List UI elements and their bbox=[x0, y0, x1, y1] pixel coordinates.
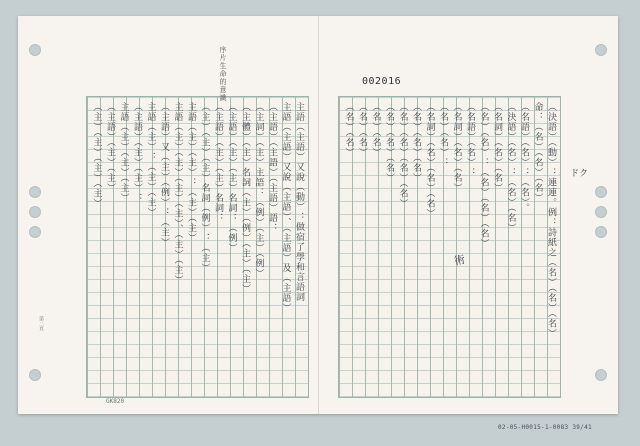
text-column: （名詞）（名）（名） bbox=[451, 102, 462, 193]
document-number: 002016 bbox=[362, 76, 402, 87]
binder-hole bbox=[29, 186, 41, 198]
page-fold bbox=[318, 16, 319, 414]
text-column: 主語（主語）又說（動）：做宿了學和言語詞 bbox=[294, 102, 304, 302]
text-column: （名詞）（名）（名） bbox=[492, 102, 502, 193]
binder-hole bbox=[29, 206, 41, 218]
text-column: 主語（主）：（主）（主） bbox=[145, 102, 156, 218]
text-column: 主語（主）（主）（主） bbox=[118, 102, 129, 203]
text-column: 主語（主）（主）：（主）（主） bbox=[186, 102, 196, 243]
binder-hole bbox=[595, 44, 607, 56]
text-column: （主體）（主）名詞（主）（例）（主）（主） bbox=[240, 102, 250, 294]
text-column: （名）（名） bbox=[370, 102, 381, 158]
text-column: （主語）（主）（主）名詞： bbox=[213, 102, 223, 223]
text-column: 主語（主）（主）（主）（主）、（主）（主） bbox=[172, 102, 183, 285]
handwritten-scribble: 術 bbox=[452, 252, 467, 268]
text-column: 命：（名）（名）（名） bbox=[532, 102, 543, 203]
text-column: （決語）（動）：連連。例：詩紙之（名）（名）（名） bbox=[546, 102, 556, 339]
text-column: （名詞）（名）（名）（名） bbox=[424, 102, 435, 219]
text-column: （主）（主）（主）名詞（例）：（主） bbox=[199, 102, 210, 273]
text-column: （名）（名）（名） bbox=[384, 102, 394, 183]
text-column: （名語）（名）：（名）。 bbox=[519, 102, 529, 213]
binder-hole bbox=[29, 44, 41, 56]
page-number: 第二頁 bbox=[38, 316, 44, 331]
text-column: （主）（主）（主）（主） bbox=[91, 102, 102, 209]
page-tag: GK820 bbox=[106, 398, 125, 405]
text-column: （主詞）（主）主語：（例）（主）（例） bbox=[253, 102, 264, 279]
text-column: （決語）（名）：（名）（名） bbox=[505, 102, 516, 233]
text-column: （主語）（主）（主）名詞：（例） bbox=[226, 102, 237, 253]
text-column: （名）（名） bbox=[357, 102, 367, 158]
text-column: （主語）（主語）（主語）語： bbox=[267, 102, 277, 233]
text-column: （名）（名）（名）（名） bbox=[397, 102, 408, 209]
text-column: 主語（主語）又說（主語）、（主語）及（主語） bbox=[280, 102, 291, 313]
text-column: （主語）（主）（主） bbox=[105, 102, 115, 193]
archive-label: 02-05-H0015-1-0083 39/41 bbox=[498, 424, 592, 431]
binder-hole bbox=[595, 226, 607, 238]
binder-hole bbox=[595, 186, 607, 198]
text-column: （主語）又（主）（例）：（主） bbox=[159, 102, 169, 248]
binder-hole bbox=[29, 226, 41, 238]
text-column: （名）（名）：（名）（名）（名） bbox=[478, 102, 489, 249]
document-sheet bbox=[18, 16, 618, 414]
margin-note: 序片生命的意識 bbox=[219, 46, 227, 102]
text-column: （名）（名）： bbox=[438, 102, 448, 168]
binder-hole bbox=[595, 206, 607, 218]
text-column: （名）（名） bbox=[343, 102, 354, 158]
binder-hole bbox=[29, 369, 41, 381]
text-column: （主語）（主）（主）： bbox=[132, 102, 142, 203]
binder-hole bbox=[595, 369, 607, 381]
text-column: （名）（名）（名） bbox=[411, 102, 421, 183]
text-column: （名語）（名）： bbox=[465, 102, 475, 178]
corner-mark: ドク bbox=[570, 169, 588, 179]
